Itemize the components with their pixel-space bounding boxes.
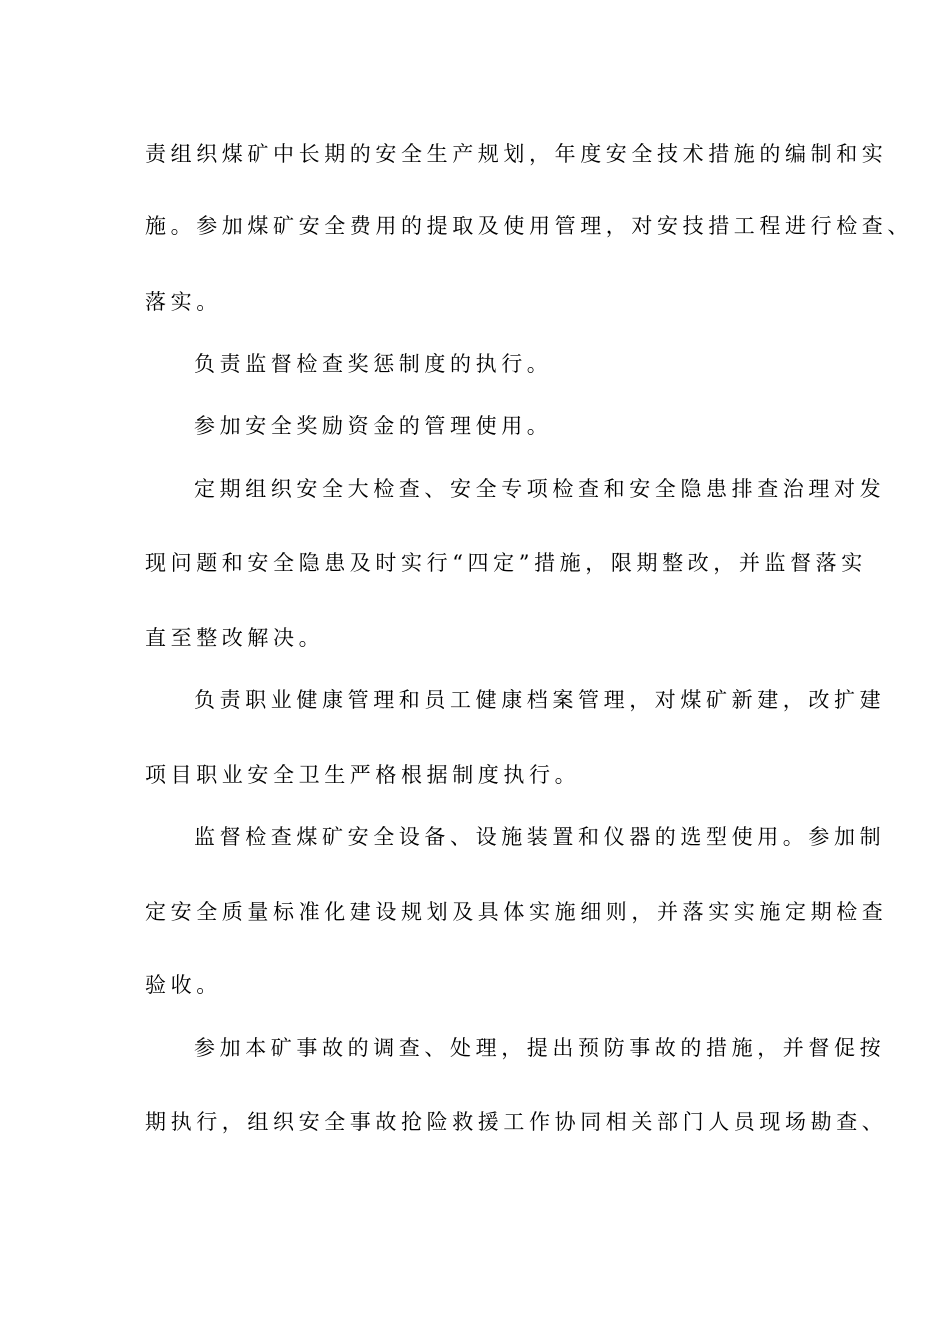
paragraph-first-line: 参加本矿事故的调查、处理，提出预防事故的措施，并督促按 bbox=[194, 1036, 886, 1060]
text-line: 直至整改解决。 bbox=[145, 626, 325, 650]
text-line: 验收。 bbox=[145, 973, 222, 997]
paragraph-first-line: 定期组织安全大检查、安全专项检查和安全隐患排查治理对发 bbox=[194, 477, 886, 501]
paragraph-first-line: 负责职业健康管理和员工健康档案管理，对煤矿新建，改扩建 bbox=[194, 688, 886, 712]
text-line: 现问题和安全隐患及时实行“四定”措施，限期整改，并监督落实 bbox=[145, 551, 867, 575]
paragraph-first-line: 参加安全奖励资金的管理使用。 bbox=[194, 414, 553, 438]
text-line: 期执行，组织安全事故抢险救援工作协同相关部门人员现场勘查、 bbox=[145, 1110, 888, 1134]
paragraph-first-line: 监督检查煤矿安全设备、设施装置和仪器的选型使用。参加制 bbox=[194, 825, 886, 849]
text-line: 施。参加煤矿安全费用的提取及使用管理，对安技措工程进行检查、 bbox=[145, 214, 913, 238]
paragraph-first-line: 负责监督检查奖惩制度的执行。 bbox=[194, 352, 553, 376]
text-line: 定安全质量标准化建设规划及具体实施细则，并落实实施定期检查 bbox=[145, 900, 888, 924]
text-line: 责组织煤矿中长期的安全生产规划，年度安全技术措施的编制和实 bbox=[145, 142, 888, 166]
text-line: 落实。 bbox=[145, 290, 222, 314]
text-line: 项目职业安全卫生严格根据制度执行。 bbox=[145, 763, 581, 787]
